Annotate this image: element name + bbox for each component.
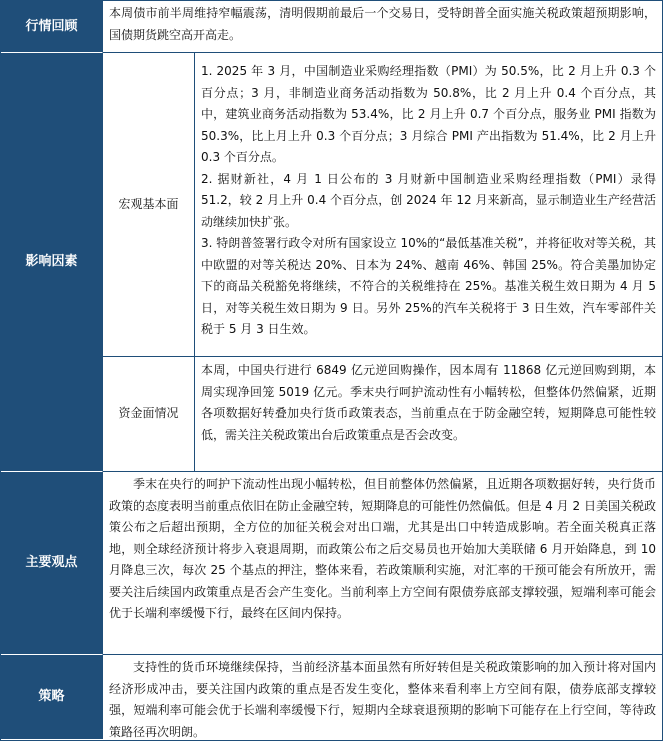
macro-label: 宏观基本面 [103,53,195,357]
main-view-header: 主要观点 [1,472,103,655]
main-view-content [103,472,662,655]
macro-content [195,53,662,357]
liquidity-label: 资金面情况 [103,357,195,472]
macro-item: 2. 据财新社，4 月 1 日公布的 3 月财新中国制造业采购经理指数（PMI）录得 51.2，较 2 月上升 0.4 个百分点，创 2024 年 12 月来新高，显示制造业生产经营活动继续加快扩张。 [201,171,656,229]
market-review-header: 行情回顾 [1,1,103,53]
factors-header: 影响因素 [1,53,103,472]
strategy-content [103,655,662,739]
main-view-text: 季末在央行的呵护下流动性出现小幅转松，但目前整体仍然偏紧，且近期各项数据好转，央行货币政策的态度表明当前重点依旧在防止金融空转，短期降息的可能性仍然偏低。但是 4 月 2 日美国关税政策公布之后超出预期，全方位的加征关税会对出口端，尤其是出口中转造成影响。若全面关税真正落地，则全球经济预计将步入衰退周期，而政策公布之后交易员也开始加大美联储 6 月开始降息，到 10 月降息三次，每次 25 个基点的押注，整体来看，若政策顺利实施，对汇率的干预可能会有所放开，需要关注后续国内政策重点是否会产生变化。当前利率上方空间有限债券底部支撑较强，短端利率可能会优于长端利率缓慢下行，最终在区间内保持。 [109,477,657,620]
liquidity-text: 本周，中国央行进行 6849 亿元逆回购操作，因本周有 11868 亿元逆回购到期，本周实现净回笼 5019 亿元。季末央行呵护流动性有小幅转松，但整体仍然偏紧，近期各项数据好转叠加央行货币政策表态，当前重点在于防金融空转，短期降息可能性较低，需关注关税政策出台后政策重点是否会改变。 [195,357,662,472]
macro-item: 3. 特朗普签署行政令对所有国家设立 10%的“最低基准关税”，并将征收对等关税，其中欧盟的对等关税达 20%、日本为 24%、越南 46%、韩国 25%。符合美墨加协定下的商品关税豁免将继续，不符合的关税维持在 25%。基准关税生效日期为 4 月 5 日，对等关税生效日期为 9 日。另外 25%的汽车关税将于 3 日生效，汽车零部件关税于 5 月 3 日生效。 [201,236,656,336]
market-review-text: 本周债市前半周维持窄幅震荡，清明假期前最后一个交易日，受特朗普全面实施关税政策超预期影响，国债期货跳空高开高走。 [103,1,662,53]
macro-item: 1. 2025 年 3 月，中国制造业采购经理指数（PMI）为 50.5%，比 2 月上升 0.3 个百分点；3 月，非制造业商务活动指数为 50.8%，比 2 月上升 0.4 个百分点，其中，建筑业商务活动指数为 53.4%，比 2 月上升 0.7 个百分点，服务业 PMI 指数为 50.3%，比上月上升 0.3 个百分点；3 月综合 PMI 产出指数为 51.4%，比 2 月上升 0.3 个百分点。 [201,64,656,164]
strategy-header: 策略 [1,655,103,739]
strategy-text: 支持性的货币环境继续保持，当前经济基本面虽然有所好转但是关税政策影响的加入预计将对国内经济形成冲击，要关注国内政策的重点是否发生变化，整体来看利率上方空间有限，债券底部支撑较强，短端利率可能会优于长端利率缓慢下行，短期内全球衰退预期的影响下可能存在上行空间，等待政策路径再次明朗。 [109,660,656,739]
